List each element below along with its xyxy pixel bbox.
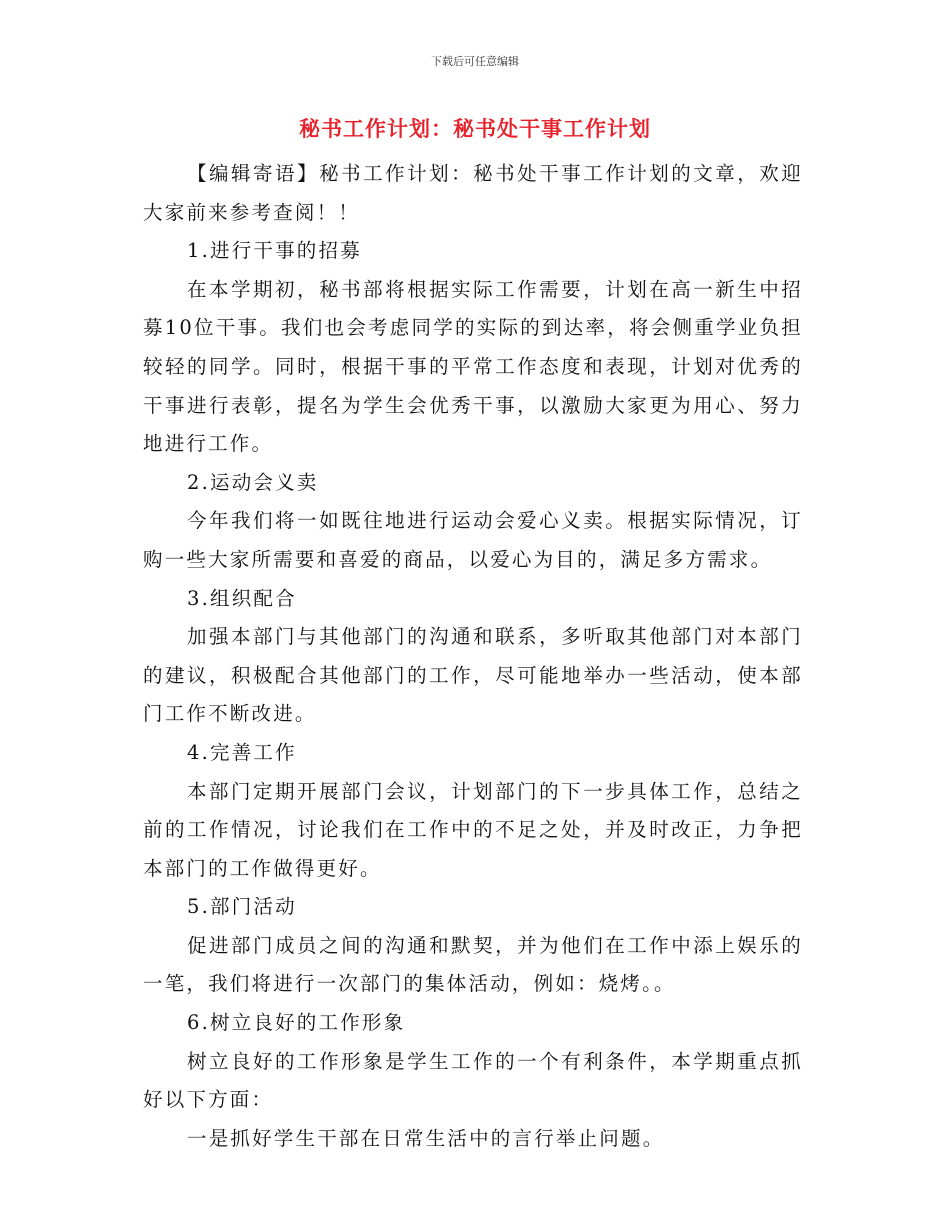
section-paragraph-5: 促进部门成员之间的沟通和默契，并为他们在工作中添上娱乐的一笔，我们将进行一次部门的集体活动，例如：烧烤。。: [143, 933, 803, 996]
section-heading-2: 2.运动会义卖: [187, 470, 319, 494]
section-heading-4: 4.完善工作: [187, 740, 297, 764]
section-paragraph-2: 今年我们将一如既往地进行运动会爱心义卖。根据实际情况，订购一些大家所需要和喜爱的商品，以爱心为目的，满足多方需求。: [143, 509, 803, 571]
intro-paragraph: 【编辑寄语】秘书工作计划：秘书处干事工作计划的文章，欢迎大家前来参考查阅！！: [143, 162, 803, 224]
section-heading-6: 6.树立良好的工作形象: [187, 1011, 406, 1035]
section-paragraph-1: 在本学期初，秘书部将根据实际工作需要，计划在高一新生中招募10位干事。我们也会考虑同学的实际的到达率，将会侧重学业负担较轻的同学。同时，根据干事的平常工作态度和表现，计划对优秀的干事进行表彰，提名为学生会优秀干事，以激励大家更为用心、努力地进行工作。: [143, 277, 803, 456]
section-heading-5: 5.部门活动: [187, 895, 297, 919]
section-heading-3: 3.组织配合: [187, 586, 297, 610]
section-paragraph-3: 加强本部门与其他部门的沟通和联系，多听取其他部门对本部门的建议，积极配合其他部门的工作，尽可能地举办一些活动，使本部门工作不断改进。: [143, 625, 803, 726]
document-title: 秘书工作计划：秘书处干事工作计划: [299, 117, 651, 141]
document-body: [143, 155, 803, 1158]
header-note: 下载后可任意编辑: [431, 55, 519, 68]
section-paragraph-7: 一是抓好学生干部在日常生活中的言行举止问题。: [187, 1126, 665, 1150]
section-paragraph-4: 本部门定期开展部门会议，计划部门的下一步具体工作，总结之前的工作情况，讨论我们在工作中的不足之处，并及时改正，力争把本部门的工作做得更好。: [143, 779, 803, 880]
section-paragraph-6: 树立良好的工作形象是学生工作的一个有利条件，本学期重点抓好以下方面：: [143, 1049, 803, 1112]
section-heading-1: 1.进行干事的招募: [187, 239, 362, 263]
